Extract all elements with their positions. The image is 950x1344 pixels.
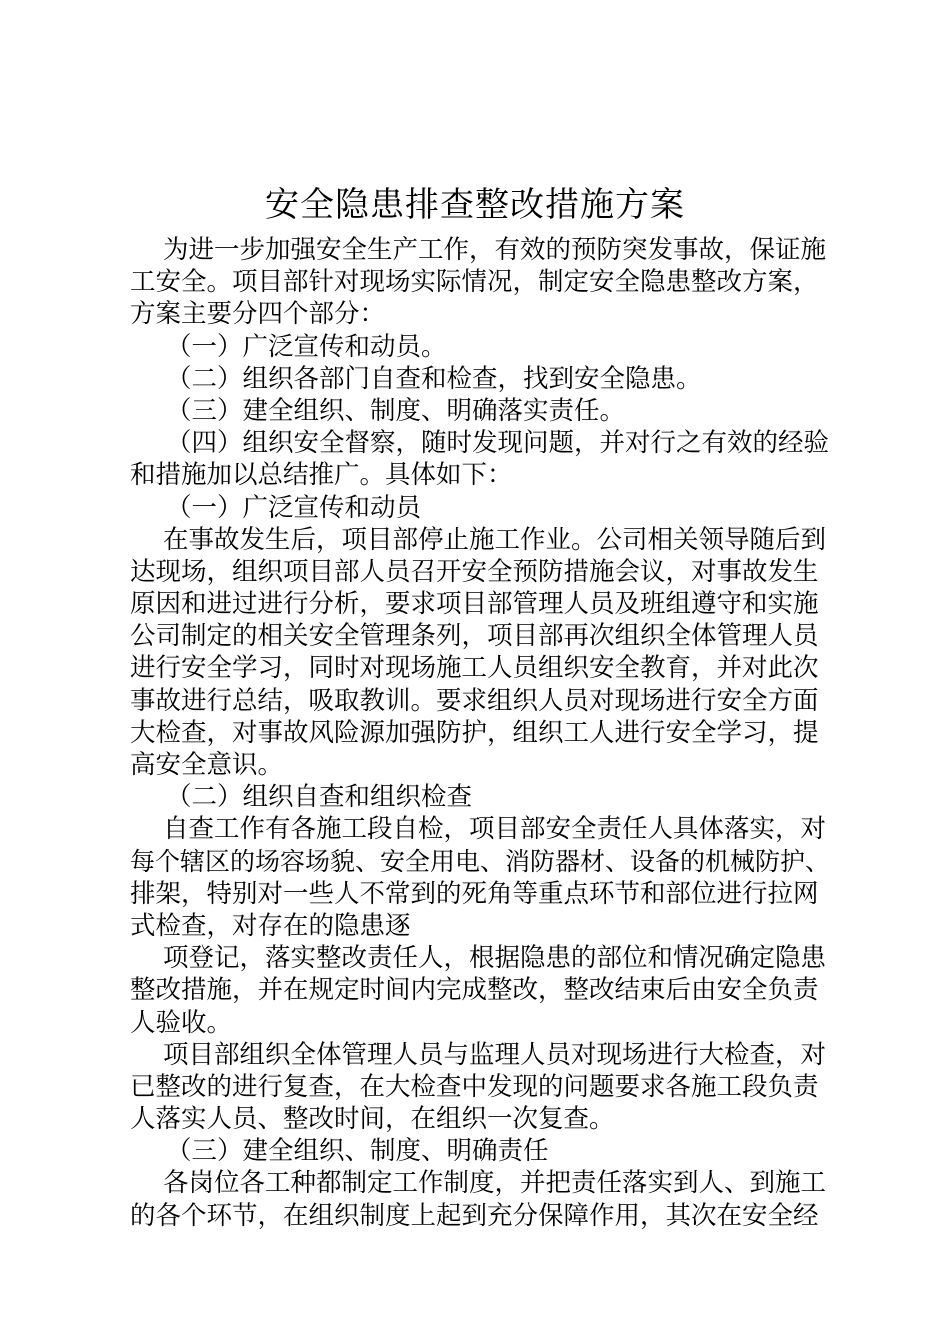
section-heading-line: （一）广泛宣传和动员 bbox=[166, 492, 422, 523]
body-text-line: 项目部组织全体管理人员与监理人员对现场进行大检查，对 bbox=[163, 1039, 827, 1070]
section-heading-line: （二）组织自查和组织检查 bbox=[166, 782, 473, 813]
document-body bbox=[130, 234, 830, 1232]
body-text-line: 项登记，落实整改责任人，根据隐患的部位和情况确定隐患 bbox=[163, 943, 827, 974]
body-text-line: 人验收。 bbox=[130, 1007, 233, 1038]
body-text-line: 大检查，对事故风险源加强防护，组织工人进行安全学习，提 bbox=[130, 717, 819, 748]
body-text-line: 排架，特别对一些人不常到的死角等重点环节和部位进行拉网 bbox=[130, 878, 819, 909]
body-text-line: 高安全意识。 bbox=[130, 750, 284, 780]
body-text-line: 每个辖区的场容场貌、安全用电、消防器材、设备的机械防护、 bbox=[130, 846, 831, 876]
body-text-line: 各岗位各工种都制定工作制度，并把责任落实到人、到施工 bbox=[163, 1168, 827, 1199]
section-heading-line: （一）广泛宣传和动员。 bbox=[166, 331, 447, 362]
body-text-line: 事故进行总结，吸取教训。要求组织人员对现场进行安全方面 bbox=[130, 685, 819, 716]
body-text-line: 方案主要分四个部分： bbox=[130, 299, 386, 330]
body-text-line: 原因和进过进行分析，要求项目部管理人员及班组遵守和实施 bbox=[130, 589, 819, 620]
section-heading-line: （四）组织安全督察，随时发现问题，并对行之有效的经验 bbox=[166, 428, 830, 459]
body-text-line: 进行安全学习，同时对现场施工人员组织安全教育，并对此次 bbox=[130, 653, 819, 684]
section-heading-line: （三）建全组织、制度、明确落实责任。 bbox=[166, 395, 626, 426]
document-title: 安全隐患排查整改措施方案 bbox=[265, 185, 685, 225]
body-text-line: 人落实人员、整改时间，在组织一次复查。 bbox=[130, 1104, 615, 1135]
body-text-line: 工安全。项目部针对现场实际情况，制定安全隐患整改方案， bbox=[130, 267, 819, 298]
body-text-line: 整改措施，并在规定时间内完成整改，整改结束后由安全负责 bbox=[130, 975, 819, 1006]
body-text-line: 和措施加以总结推广。具体如下： bbox=[130, 460, 513, 491]
body-text-line: 达现场，组织项目部人员召开安全预防措施会议，对事故发生 bbox=[130, 556, 819, 587]
body-text-line: 的各个环节，在组织制度上起到充分保障作用，其次在安全经 bbox=[130, 1200, 819, 1231]
body-text-line: 为进一步加强安全生产工作，有效的预防突发事故，保证施 bbox=[163, 235, 827, 265]
section-heading-line: （二）组织各部门自查和检查，找到安全隐患。 bbox=[166, 363, 702, 394]
body-text-line: 公司制定的相关安全管理条列，项目部再次组织全体管理人员 bbox=[130, 621, 819, 652]
body-text-line: 已整改的进行复查，在大检查中发现的问题要求各施工段负责 bbox=[130, 1071, 819, 1102]
body-text-line: 式检查，对存在的隐患逐 bbox=[130, 910, 411, 941]
section-heading-line: （三）建全组织、制度、明确责任 bbox=[166, 1136, 549, 1167]
body-text-line: 自查工作有各施工段自检，项目部安全责任人具体落实，对 bbox=[163, 814, 827, 845]
body-text-line: 在事故发生后，项目部停止施工作业。公司相关领导随后到 bbox=[163, 524, 827, 555]
